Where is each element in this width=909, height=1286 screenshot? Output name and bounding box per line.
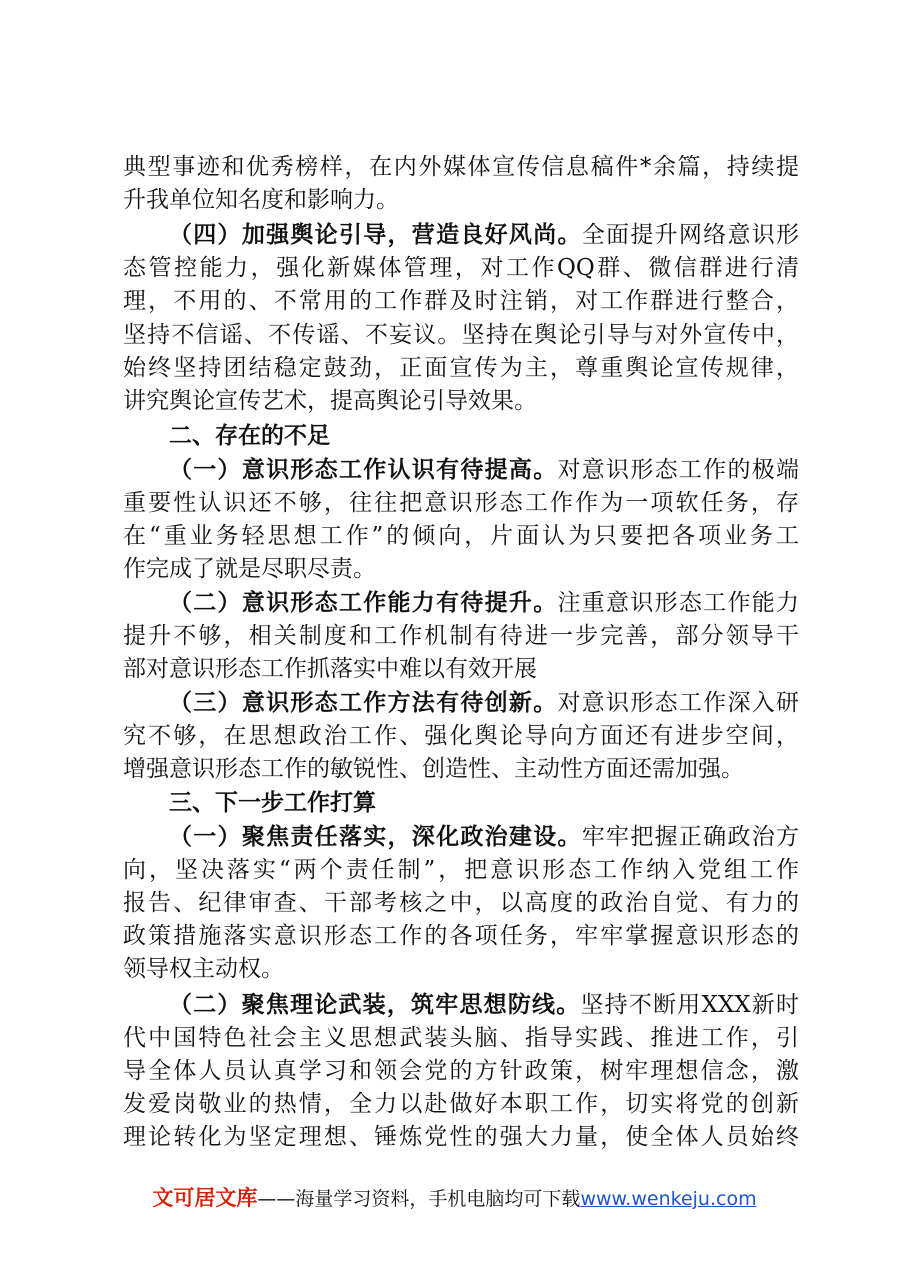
section-subheading: （二）意识形态工作能力有待提升。	[169, 589, 558, 616]
body-line: 导全体人员认真学习和领会党的方针政策，树牢理想信念，激	[123, 1058, 799, 1084]
body-line: 态管控能力，强化新媒体管理，对工作QQ群、微信群进行清	[123, 255, 799, 281]
body-line: 始终坚持团结稳定鼓劲，正面宣传为主，尊重舆论宣传规律，	[123, 355, 799, 381]
body-line: 提升不够，相关制度和工作机制有待进一步完善，部分领导干	[123, 623, 799, 649]
body-line: 部对意识形态工作抓落实中难以有效开展	[123, 656, 537, 682]
paragraph-4-line: （四）加强舆论引导，营造良好风尚。全面提升网络意识形	[169, 221, 800, 248]
body-line: 发爱岗敬业的热情，全力以赴做好本职工作，切实将党的创新	[123, 1091, 799, 1117]
body-line: 重要性认识还不够，往往把意识形态工作作为一项软任务，存	[123, 490, 799, 516]
footer-link[interactable]: www.wenkeju.com	[580, 1188, 757, 1210]
body-line: 作完成了就是尽职尽责。	[123, 556, 376, 582]
section-subheading: （一）聚焦责任落实，深化政治建设。	[169, 823, 582, 850]
body-line: 领导权主动权。	[123, 956, 284, 982]
paragraph-line: （一）聚焦责任落实，深化政治建设。牢牢把握正确政治方	[169, 823, 800, 850]
body-line: 典型事迹和优秀榜样，在内外媒体宣传信息稿件*余篇，持续提	[123, 154, 799, 180]
section-subheading: （一）意识形态工作认识有待提高。	[169, 456, 558, 483]
body-line: 增强意识形态工作的敏锐性、创造性、主动性方面还需加强。	[123, 756, 744, 782]
paragraph-line: （二）意识形态工作能力有待提升。注重意识形态工作能力	[169, 589, 800, 616]
body-line: 坚持不信谣、不传谣、不妄议。坚持在舆论引导与对外宣传中，	[123, 322, 799, 348]
body-line: 升我单位知名度和影响力。	[123, 187, 399, 213]
section-subheading: （四）加强舆论引导，营造良好风尚。	[169, 221, 582, 248]
footer-brand: 文可居文库	[152, 1186, 258, 1210]
body-line: 在“重业务轻思想工作”的倾向，片面认为只要把各项业务工	[123, 523, 799, 549]
paragraph-line: （三）意识形态工作方法有待创新。对意识形态工作深入研	[169, 689, 800, 716]
body-line: 理，不用的、不常用的工作群及时注销，对工作群进行整合，	[123, 288, 799, 314]
section-heading: 二、存在的不足	[169, 423, 330, 449]
footer-banner	[0, 1183, 909, 1213]
section-subheading: （三）意识形态工作方法有待创新。	[169, 689, 558, 716]
body-line: 理论转化为坚定理想、锤炼党性的强大力量，使全体人员始终	[123, 1124, 799, 1150]
body-line: 讲究舆论宣传艺术，提高舆论引导效果。	[123, 388, 537, 414]
section-heading: 三、下一步工作打算	[169, 790, 376, 816]
body-line: 政策措施落实意识形态工作的各项任务，牢牢掌握意识形态的	[123, 923, 799, 949]
body-line: 究不够，在思想政治工作、强化舆论导向方面还有进步空间，	[123, 723, 799, 749]
paragraph-line: （二）聚焦理论武装，筑牢思想防线。坚持不断用XXX新时	[169, 991, 799, 1018]
section-subheading: （二）聚焦理论武装，筑牢思想防线。	[169, 991, 581, 1018]
body-line: 代中国特色社会主义思想武装头脑、指导实践、推进工作，引	[123, 1025, 799, 1051]
body-line: 报告、纪律审查、干部考核之中，以高度的政治自觉、有力的	[123, 890, 799, 916]
paragraph-line: （一）意识形态工作认识有待提高。对意识形态工作的极端	[169, 456, 800, 483]
footer-slogan: ——海量学习资料，手机电脑均可下载	[257, 1188, 581, 1210]
body-line: 向，坚决落实“两个责任制”，把意识形态工作纳入党组工作	[123, 857, 799, 883]
